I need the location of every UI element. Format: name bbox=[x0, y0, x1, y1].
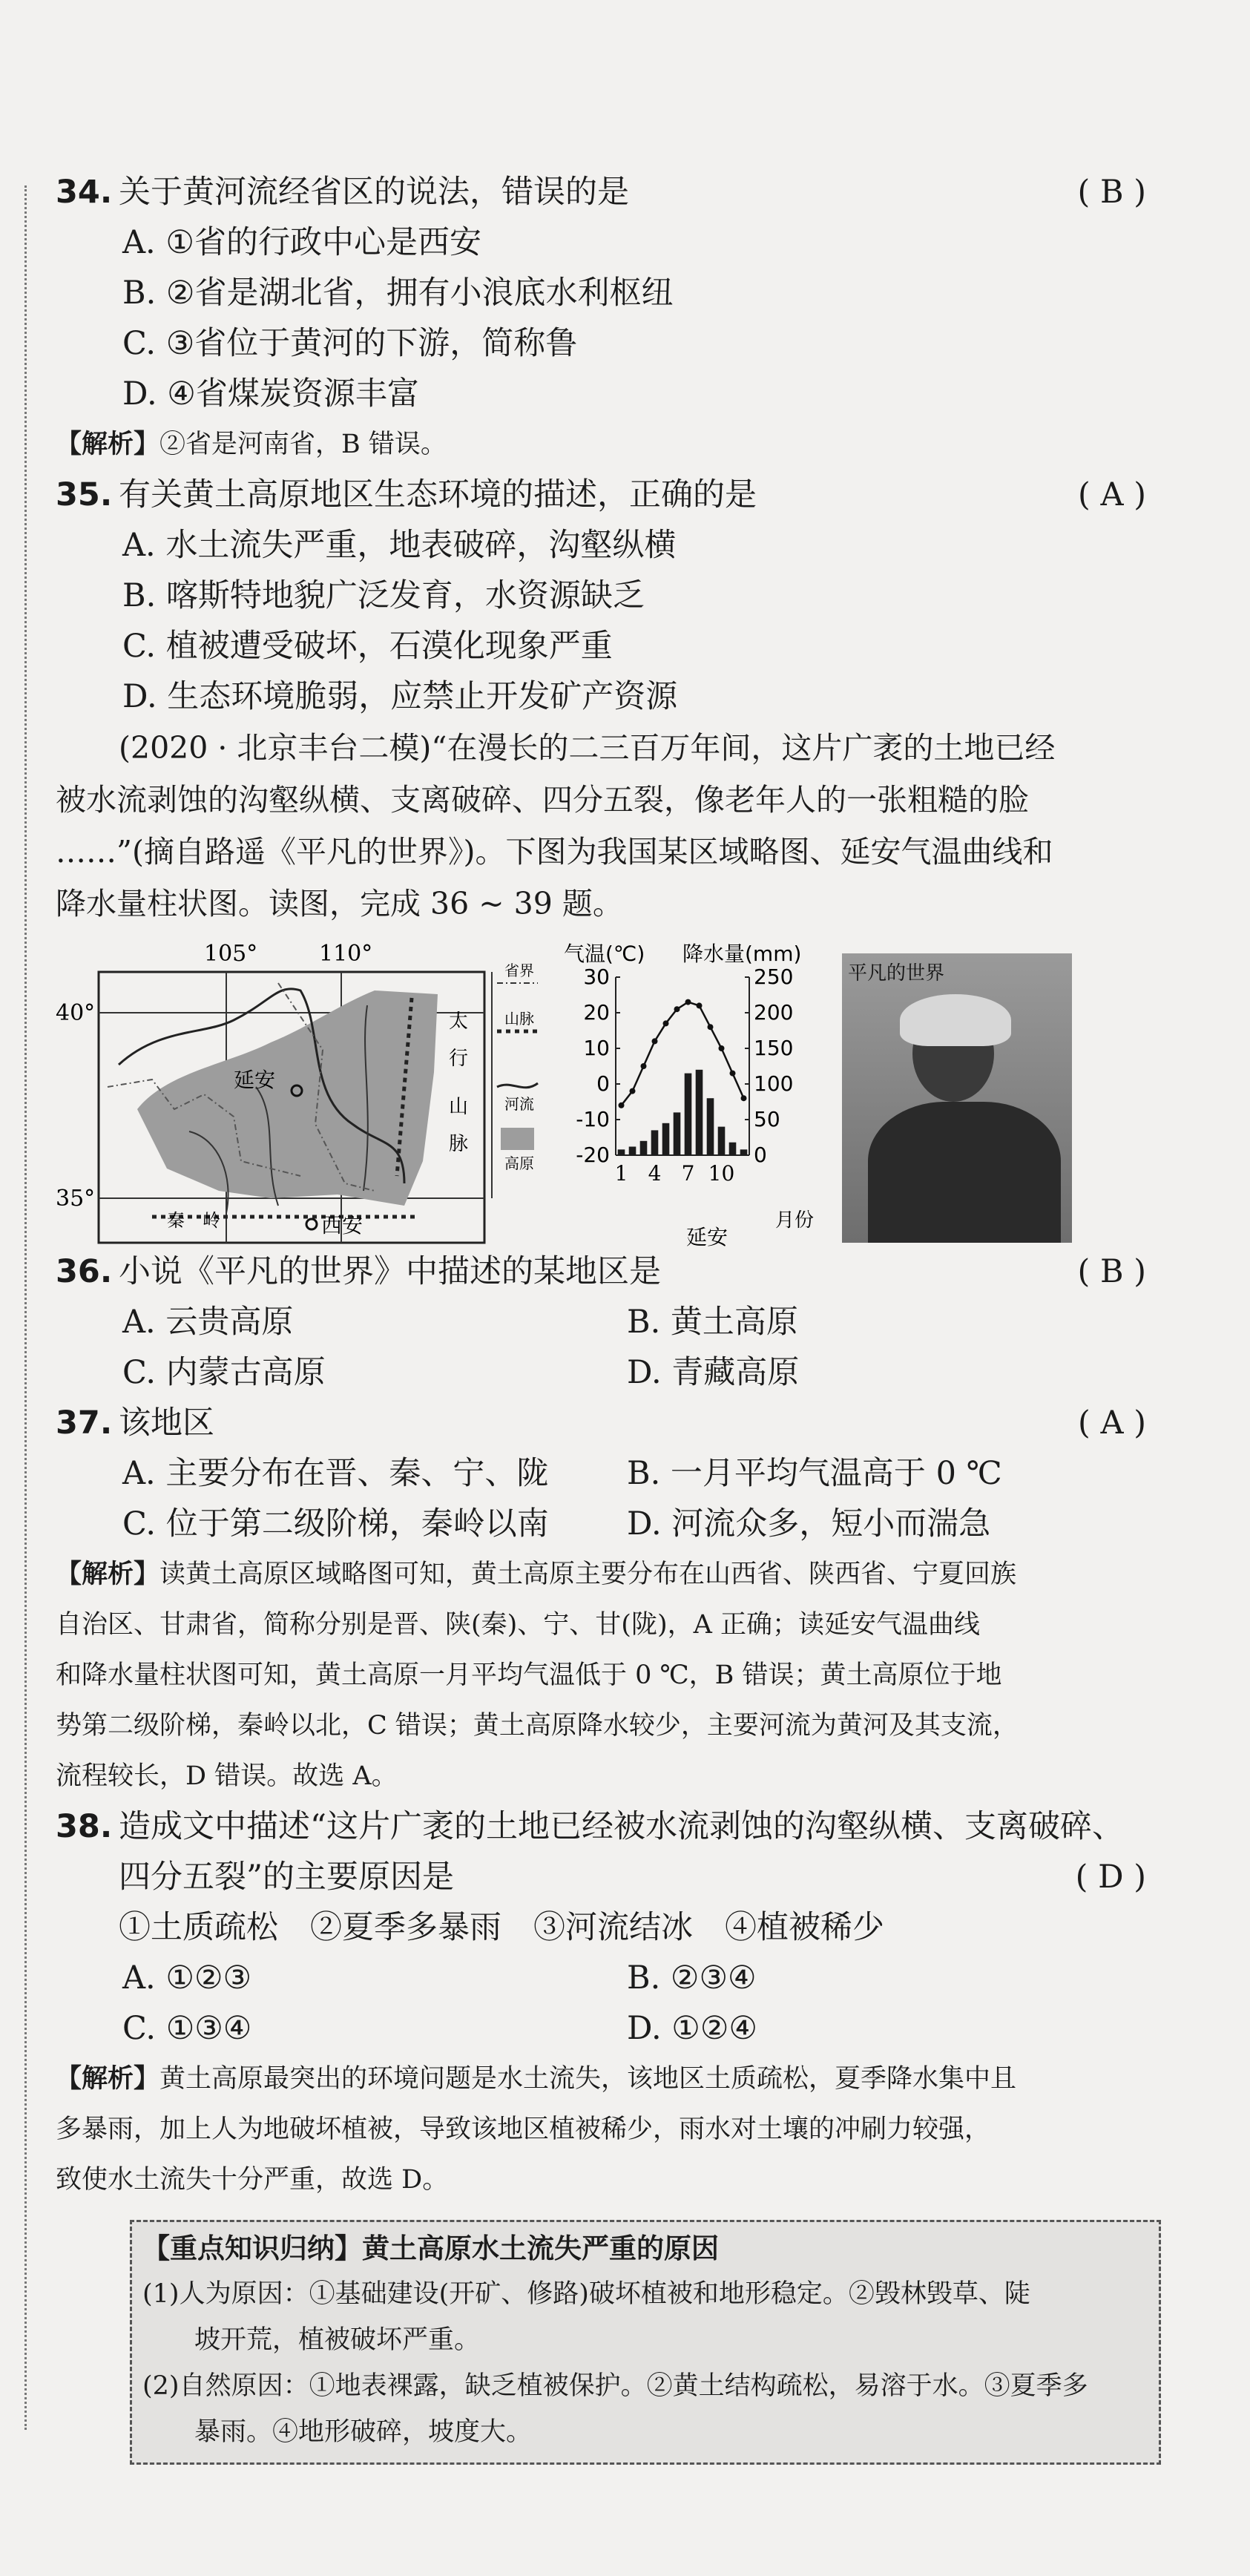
q34-answer: ( B ) bbox=[1077, 174, 1146, 211]
temp-tick-label-10: 10 bbox=[583, 1036, 610, 1060]
novel-photo bbox=[842, 953, 1072, 1243]
temp-point-month-7 bbox=[685, 999, 691, 1005]
q36-option-d: D. 青藏高原 bbox=[627, 1354, 800, 1391]
q36-options-row2 bbox=[56, 1347, 1146, 1398]
map-lat-40: 40° bbox=[56, 1000, 96, 1026]
month-tick-label-7: 7 bbox=[681, 1161, 695, 1186]
map-lon-110: 110° bbox=[319, 941, 373, 967]
precip-tick-label-0: 0 bbox=[754, 1143, 767, 1167]
temperature-curve bbox=[622, 1002, 744, 1105]
precip-bar-month-1 bbox=[618, 1149, 625, 1155]
legend-boundary: 省界 bbox=[504, 962, 534, 979]
q34-option-d: D. ④省煤炭资源丰富 bbox=[122, 375, 419, 413]
q36-options-row1 bbox=[56, 1297, 1146, 1347]
temp-tick-label-0: 0 bbox=[596, 1071, 610, 1096]
q37-analysis: 【解析】读黄土高原区域略图可知，黄土高原主要分布在山西省、陕西省、宁夏回族 自治区、甘肃省，简称分别是晋、陕(秦)、宁、甘(陇)，A 正确；读延安气温曲线 和降水量柱状图可知，黄土高原一月平均气温低于 0 ℃，B 错误；黄土高原位于地 势第二级阶梯，秦岭以北，C 错误；黄土高原降水较少，主要河流为黄河及其支流， 流程较长，D 错误。故选 A。 bbox=[56, 1560, 1019, 1791]
q36-option-b: B. 黄土高原 bbox=[627, 1304, 798, 1341]
q38-items: ①土质疏松 ②夏季多暴雨 ③河流结冰 ④植被稀少 bbox=[119, 1909, 884, 1946]
person-cap-icon bbox=[900, 994, 1011, 1046]
temp-tick-label-30: 30 bbox=[583, 965, 610, 989]
photo-caption: 平凡的世界 bbox=[848, 962, 945, 985]
legend-river-symbol bbox=[497, 1083, 538, 1088]
q38-option-c: C. ①③④ bbox=[122, 2010, 252, 2047]
q34-option-b: B. ②省是湖北省，拥有小浪底水利枢纽 bbox=[122, 275, 674, 312]
label-shan: 山 bbox=[449, 1096, 469, 1118]
month-tick-label-1: 1 bbox=[614, 1161, 628, 1186]
label-qinling: 秦 岭 bbox=[167, 1210, 220, 1231]
precip-bar-month-4 bbox=[651, 1130, 659, 1155]
q38-options-row1 bbox=[56, 1953, 1146, 2003]
temp-axis-title: 气温(℃) bbox=[564, 942, 645, 966]
q38-stem-line1: 38. 造成文中描述“这片广袤的土地已经被水流剥蚀的沟壑纵横、支离破碎、 bbox=[56, 1808, 1124, 1845]
q38-analysis: 【解析】黄土高原最突出的环境问题是水土流失，该地区土质疏松，夏季降水集中且 多暴雨，加上人为地破坏植被，导致该地区植被稀少，雨水对土壤的冲刷力较强， 致使水土流失十分严重，故选 D。 bbox=[56, 2064, 1017, 2195]
binding-dotted-line bbox=[24, 185, 27, 2430]
precip-tick-label-100: 100 bbox=[754, 1071, 794, 1096]
temp-point-month-2 bbox=[630, 1088, 636, 1094]
q38-answer: ( D ) bbox=[1075, 1859, 1146, 1896]
key-knowledge-line-2: 坡开荒，植被破坏严重。 bbox=[142, 2325, 481, 2355]
q36-option-a: A. 云贵高原 bbox=[122, 1304, 294, 1341]
temp-point-month-9 bbox=[708, 1024, 714, 1030]
q37-option-c: C. 位于第二级阶梯，秦岭以南 bbox=[122, 1505, 549, 1542]
label-xian: 西安 bbox=[321, 1213, 364, 1238]
key-knowledge-line-3: (2)自然原因：①地表裸露，缺乏植被保护。②黄土结构疏松，易溶于水。③夏季多 bbox=[142, 2371, 1088, 2401]
temp-point-month-3 bbox=[641, 1063, 647, 1069]
label-yanan: 延安 bbox=[234, 1068, 276, 1092]
temp-point-month-10 bbox=[719, 1045, 725, 1051]
q34-analysis: 【解析】②省是河南省，B 错误。 bbox=[56, 430, 447, 459]
precip-bar-month-11 bbox=[729, 1143, 737, 1155]
temp-tick-label--10: -10 bbox=[576, 1107, 610, 1131]
q38-stem-line2: 四分五裂”的主要原因是 ( D ) bbox=[56, 1852, 1146, 1902]
q35-option-c: C. 植被遭受破坏，石漠化现象严重 bbox=[122, 628, 613, 665]
q37-answer: ( A ) bbox=[1078, 1404, 1146, 1442]
precip-bar-month-6 bbox=[674, 1112, 681, 1155]
q37-option-a: A. 主要分布在晋、秦、宁、陇 bbox=[122, 1455, 549, 1492]
xian-dot bbox=[306, 1219, 317, 1229]
precip-bar-month-8 bbox=[696, 1070, 703, 1155]
label-tai: 太 bbox=[449, 1011, 469, 1033]
legend-river: 河流 bbox=[504, 1095, 534, 1113]
q36-option-c: C. 内蒙古高原 bbox=[122, 1354, 326, 1391]
q37-options-row1 bbox=[56, 1448, 1146, 1499]
temp-point-month-12 bbox=[741, 1095, 747, 1101]
legend-plateau: 高原 bbox=[504, 1154, 534, 1172]
q37-option-d: D. 河流众多，短小而湍急 bbox=[627, 1505, 991, 1542]
precip-bar-month-7 bbox=[685, 1074, 692, 1155]
q38-options-row2 bbox=[56, 2003, 1146, 2054]
q37-options-row2 bbox=[56, 1499, 1146, 1549]
q35-option-a: A. 水土流失严重，地表破碎，沟壑纵横 bbox=[122, 527, 677, 564]
precip-tick-label-200: 200 bbox=[754, 1000, 794, 1025]
q36-answer: ( B ) bbox=[1077, 1253, 1146, 1290]
temp-point-month-6 bbox=[674, 1006, 680, 1012]
person-body-icon bbox=[868, 1102, 1061, 1243]
temp-point-month-5 bbox=[663, 1020, 669, 1026]
precip-tick-label-50: 50 bbox=[754, 1107, 780, 1131]
month-unit-label: 月份 bbox=[775, 1209, 815, 1232]
q34-option-c: C. ③省位于黄河的下游，简称鲁 bbox=[122, 325, 578, 362]
temp-tick-label-20: 20 bbox=[583, 1000, 610, 1025]
key-knowledge-line-1: (1)人为原因：①基础建设(开矿、修路)破坏植被和地形稳定。②毁林毁草、陡 bbox=[142, 2279, 1030, 2309]
label-hang: 行 bbox=[449, 1048, 469, 1070]
precip-axis-title: 降水量(mm) bbox=[682, 942, 802, 966]
temp-point-month-11 bbox=[730, 1071, 736, 1077]
q34-stem: 34. 关于黄河流经省区的说法，错误的是 ( B ) bbox=[56, 167, 1146, 217]
map-lon-105: 105° bbox=[204, 941, 258, 967]
station-label: 延安 bbox=[686, 1225, 728, 1246]
q35-option-d: D. 生态环境脆弱，应禁止开发矿产资源 bbox=[122, 678, 678, 715]
q38-option-a: A. ①②③ bbox=[122, 1959, 252, 1997]
temp-point-month-8 bbox=[697, 1002, 703, 1008]
q35-option-b: B. 喀斯特地貌广泛发育，水资源缺乏 bbox=[122, 577, 645, 614]
key-knowledge-title: 【重点知识归纳】黄土高原水土流失严重的原因 bbox=[142, 2232, 719, 2264]
q34-option-a: A. ①省的行政中心是西安 bbox=[122, 224, 481, 261]
legend-plateau-symbol bbox=[501, 1128, 534, 1150]
material-intro: (2020 · 北京丰台二模)“在漫长的二三百万年间，这片广袤的土地已经 被水流剥蚀的沟壑纵横、支离破碎、四分五裂，像老年人的一张粗糙的脸 ……”(摘自路遥《平凡的世界》)。下图为我国某区域略图、延安气温曲线和 降水量柱状图。读图，完成 36 ~ 39 题。 bbox=[56, 730, 1056, 921]
q37-stem: 37. 该地区 ( A ) bbox=[56, 1398, 1146, 1448]
key-knowledge-line-4: 暴雨。④地形破碎，坡度大。 bbox=[142, 2417, 533, 2447]
temp-tick-label--20: -20 bbox=[576, 1143, 610, 1167]
precip-bar-month-12 bbox=[740, 1149, 748, 1155]
label-mai: 脉 bbox=[449, 1133, 469, 1155]
page-content bbox=[56, 167, 1146, 2465]
temp-point-month-1 bbox=[619, 1103, 625, 1108]
month-tick-label-4: 4 bbox=[648, 1161, 662, 1186]
month-tick-label-10: 10 bbox=[708, 1161, 735, 1186]
legend-mountain: 山脉 bbox=[504, 1010, 534, 1028]
climate-chart bbox=[560, 939, 835, 1246]
q38-option-d: D. ①②④ bbox=[627, 2010, 757, 2047]
q38-option-b: B. ②③④ bbox=[627, 1959, 757, 1997]
q35-answer: ( A ) bbox=[1078, 476, 1146, 513]
precip-bar-month-5 bbox=[662, 1123, 670, 1155]
precip-bar-month-10 bbox=[718, 1127, 726, 1155]
map-lat-35: 35° bbox=[56, 1186, 96, 1212]
temp-point-month-4 bbox=[652, 1038, 658, 1044]
q37-option-b: B. 一月平均气温高于 0 ℃ bbox=[627, 1455, 1002, 1492]
region-map bbox=[56, 939, 545, 1246]
figure-row bbox=[56, 939, 1146, 1246]
precip-bar-month-2 bbox=[629, 1146, 636, 1155]
precip-tick-label-250: 250 bbox=[754, 965, 794, 989]
q35-stem: 35. 有关黄土高原地区生态环境的描述，正确的是 ( A ) bbox=[56, 470, 1146, 520]
key-knowledge-box bbox=[130, 2220, 1161, 2465]
precip-tick-label-150: 150 bbox=[754, 1036, 794, 1060]
q36-stem: 36. 小说《平凡的世界》中描述的某地区是 ( B ) bbox=[56, 1246, 1146, 1297]
precip-bar-month-9 bbox=[707, 1098, 714, 1155]
precip-bar-month-3 bbox=[640, 1141, 648, 1155]
